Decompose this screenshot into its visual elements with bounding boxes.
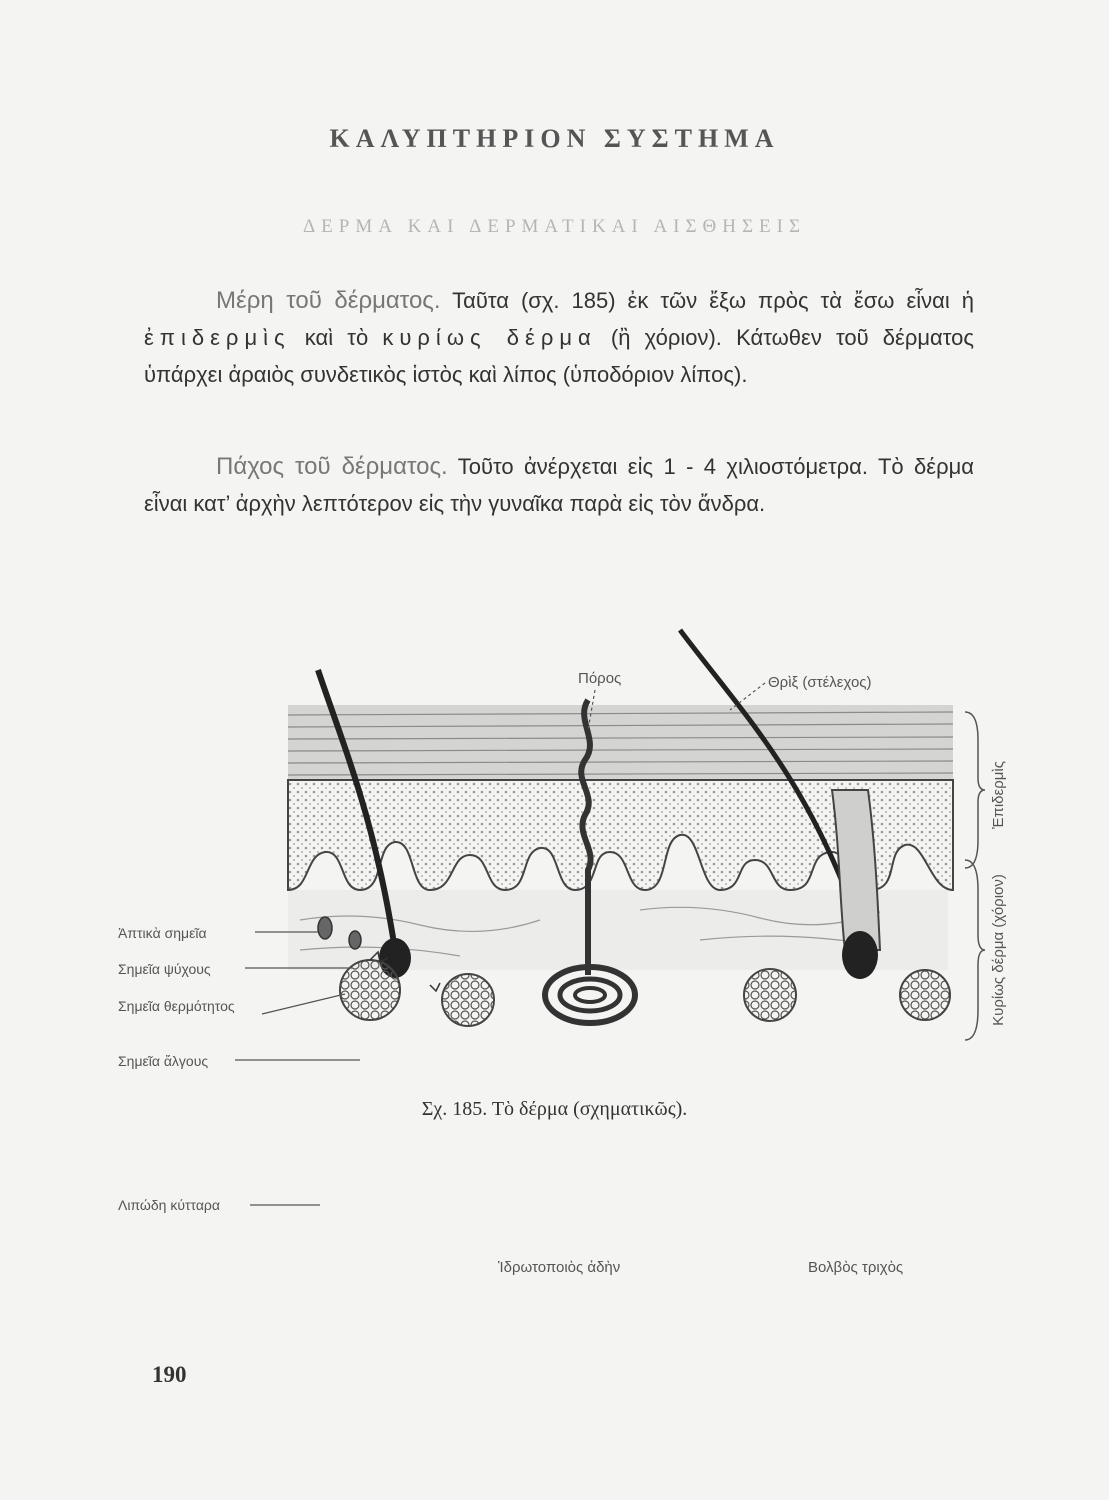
label-thrix: Θρὶξ (στέλεχος) — [768, 674, 872, 691]
label-sweat-gland: Ἱδρωτοποιὸς ἀδὴν — [498, 1259, 621, 1276]
label-pain-points: Σημεῖα ἄλγους — [118, 1053, 209, 1069]
paragraph-lead: Πάχος τοῦ δέρματος. — [216, 453, 448, 480]
label-epidermis: Ἐπιδερμὶς — [990, 761, 1007, 829]
label-touch-points: Ἀπτικὰ σημεῖα — [118, 925, 207, 941]
paragraph-skin-parts — [144, 282, 974, 393]
paragraph-text: Τοῦτο ἀνέρχεται εἰς 1 - 4 χιλιοστόμετρα. Τὸ δέρμα εἶναι κατ’ ἀρχὴν λεπτότερον εἰς τὴν γυναῖκα παρὰ εἰς τὸν ἄνδρα. — [144, 454, 974, 516]
label-fat-cells: Λιπώδη κύτταρα — [118, 1197, 220, 1213]
label-cold-points: Σημεῖα ψύχους — [118, 961, 211, 977]
paragraph-skin-thickness — [144, 448, 974, 522]
paragraph-text: καὶ τὸ — [290, 325, 383, 350]
term-epidermis: ἐπιδερμὶς — [144, 325, 291, 350]
layer-braces — [965, 712, 985, 1040]
paragraph-lead: Μέρη τοῦ δέρματος. — [216, 287, 441, 314]
label-poros: Πόρος — [578, 670, 622, 687]
label-dermis: Κυρίως δέρμα (χόριον) — [990, 874, 1007, 1026]
stratum-corneum — [288, 705, 953, 780]
paragraph-text: Ταῦτα (σχ. 185) ἐκ τῶν ἔξω πρὸς τὰ ἔσω εἶναι ἡ — [440, 288, 974, 313]
term-dermis: κυρίως δέρμα — [382, 325, 597, 350]
page-number: 190 — [152, 1362, 187, 1387]
chapter-title: ΚΑΛΥΠΤΗΡΙΟΝ ΣΥΣΤΗΜΑ — [329, 124, 780, 153]
label-hair-bulb: Βολβὸς τριχὸς — [808, 1259, 904, 1276]
paragraph-text: (ἢ χόριον). Κάτωθεν τοῦ δέρματος ὑπάρχει ἀραιὸς συνδετικὸς ἱστὸς καὶ λίπος (ὑποδόριον λίπος). — [144, 325, 974, 387]
figure-caption: Σχ. 185. Τὸ δέρμα (σχηματικῶς). — [421, 1098, 688, 1120]
label-heat-points: Σημεῖα θερμότητος — [118, 998, 235, 1014]
section-title: ΔΕΡΜΑ ΚΑΙ ΔΕΡΜΑΤΙΚΑΙ ΑΙΣΘΗΣΕΙΣ — [302, 216, 807, 237]
